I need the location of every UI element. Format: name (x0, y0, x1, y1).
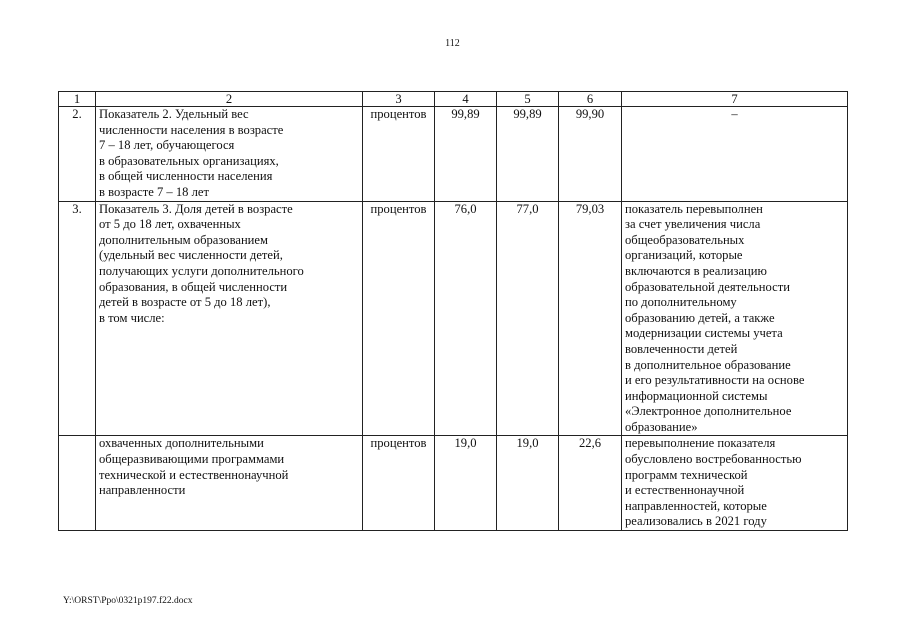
value-cell: 76,0 (435, 201, 497, 436)
indicator-text: Показатель 2. Удельный вес численности населения в возрасте 7 – 18 лет, обучающегося в образовательных организациях, в общей численности населения в возрасте 7 – 18 лет (96, 107, 363, 202)
column-header: 1 (59, 92, 96, 107)
column-header: 3 (363, 92, 435, 107)
unit-cell: процентов (363, 107, 435, 202)
value-cell: 99,90 (559, 107, 622, 202)
column-header: 7 (622, 92, 848, 107)
indicator-text: охваченных дополнительными общеразвивающими программами технической и естественнонаучной направленности (96, 436, 363, 531)
value-cell: 77,0 (497, 201, 559, 436)
indicator-text: Показатель 3. Доля детей в возрасте от 5 до 18 лет, охваченных дополнительным образованием (удельный вес численности детей, получающих услуги дополнительного образования, в общей численности детей в возрасте от 5 до 18 лет), в том числе: (96, 201, 363, 436)
note-cell: перевыполнение показателя обусловлено востребованностью программ технической и естественнонаучной направленностей, которые реализовались в 2021 году (622, 436, 848, 531)
document-file-path: Y:\ORST\Ppo\0321p197.f22.docx (63, 596, 193, 606)
value-cell: 19,0 (435, 436, 497, 531)
value-cell: 22,6 (559, 436, 622, 531)
indicators-table (58, 91, 848, 531)
row-number: 3. (59, 201, 96, 436)
note-cell: показатель перевыполнен за счет увеличения числа общеобразовательных организаций, которые включаются в реализацию образовательной деятельности по дополнительному образованию детей, а также модернизации системы учета вовлеченности детей в дополнительное образование и его результативности на основе информационной системы «Электронное дополнительное образование» (622, 201, 848, 436)
column-header: 2 (96, 92, 363, 107)
note-cell: – (622, 107, 848, 202)
row-number: 2. (59, 107, 96, 202)
table-row (59, 201, 848, 436)
column-header: 6 (559, 92, 622, 107)
column-header: 4 (435, 92, 497, 107)
row-number (59, 436, 96, 531)
unit-cell: процентов (363, 201, 435, 436)
column-header: 5 (497, 92, 559, 107)
table-header-row (59, 92, 848, 107)
unit-cell: процентов (363, 436, 435, 531)
table-row (59, 436, 848, 531)
value-cell: 99,89 (497, 107, 559, 202)
value-cell: 79,03 (559, 201, 622, 436)
page-number: 112 (445, 38, 460, 49)
table-row (59, 107, 848, 202)
value-cell: 99,89 (435, 107, 497, 202)
value-cell: 19,0 (497, 436, 559, 531)
